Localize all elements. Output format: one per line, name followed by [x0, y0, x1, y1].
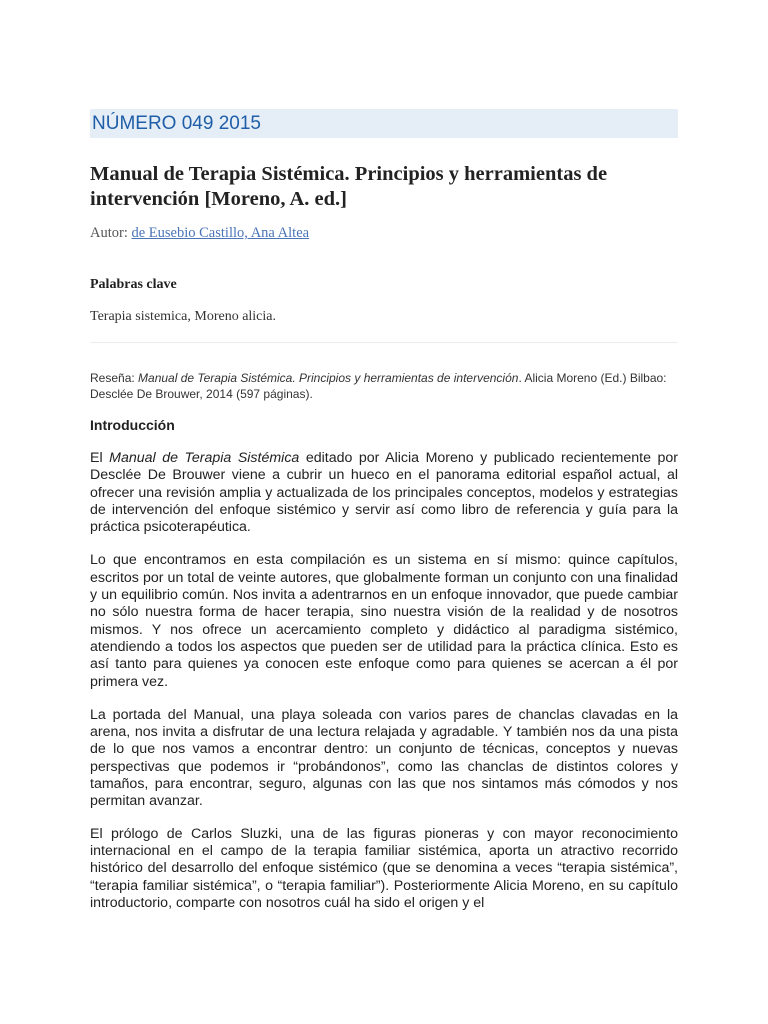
paragraph-1-pre: El — [90, 450, 110, 466]
keywords-heading: Palabras clave — [90, 277, 177, 292]
review-book-title: Manual de Terapia Sistémica. Principios y herramientas de intervención — [138, 371, 519, 385]
author-label: Autor: — [90, 225, 128, 241]
paragraph-1 — [90, 450, 678, 536]
author-line — [90, 224, 678, 242]
review-prefix: Reseña: — [90, 371, 139, 385]
section-divider — [90, 342, 678, 343]
issue-number-label: NÚMERO 049 2015 — [92, 113, 261, 134]
review-reference — [90, 370, 678, 402]
paragraph-4: El prólogo de Carlos Sluzki, una de las figuras pioneras y con mayor reconocimiento internacional en el campo de la terapia familiar sistémica, aporta un atractivo recorrido histórico del desarrollo del enfoque sistémico (que se denomina a veces “terapia sistémica”, “terapia familiar sistémica”, o “terapia familiar”). Posteriormente Alicia Moreno, en su capítulo introductorio, comparte con nosotros cuál ha sido el origen y el — [90, 825, 678, 911]
keywords-text: Terapia sistemica, Moreno alicia. — [90, 309, 276, 324]
paragraph-2: Lo que encontramos en esta compilación es un sistema en sí mismo: quince capítulos, escritos por un total de veinte autores, que globalmente forman un conjunto con una finalidad y un equilibrio común. Nos invita a adentrarnos en un enfoque innovador, que puede cambiar no sólo nuestra forma de hacer terapia, sino nuestra visión de la realidad y de nosotros mismos. Y nos ofrece un acercamiento completo y didáctico al paradigma sistémico, atendiendo a todos los aspectos que pueden ser de utilidad para la práctica clínica. Esto es así tanto para quienes ya conocen este enfoque como para quienes se acercan a él por primera vez. — [90, 552, 678, 690]
paragraph-3: La portada del Manual, una playa soleada con varios pares de chanclas clavadas en la arena, nos invita a disfrutar de una lectura relajada y agradable. Y también nos da una pista de lo que nos vamos a encontrar dentro: un conjunto de técnicas, conceptos y nuevas perspectivas que podemos ir “probándonos”, como las chanclas de distintos colores y tamaños, para encontrar, seguro, algunas con las que nos sintamos más cómodos y nos permitan avanzar. — [90, 706, 678, 810]
author-link[interactable]: de Eusebio Castillo, Ana Altea — [131, 225, 310, 241]
article-title: Manual de Terapia Sistémica. Principios y herramientas de intervención [Moreno, A. ed.] — [90, 163, 608, 210]
review-suffix: . Alicia Moreno (Ed.) Bilbao: Desclée De Brouwer, 2014 (597 páginas). — [90, 371, 667, 401]
issue-number-header — [90, 109, 678, 138]
paragraph-1-book-title: Manual de Terapia Sistémica — [109, 450, 300, 466]
document-page — [90, 0, 678, 912]
intro-heading: Introducción — [90, 417, 175, 433]
paragraph-1-post: editado por Alicia Moreno y publicado recientemente por Desclée De Brouwer viene a cubrir un hueco en el panorama editorial español actual, al ofrecer una revisión amplia y actualizada de los principales conceptos, modelos y estrategias de intervención del enfoque sistémico y servir así como libro de referencia y guía para la práctica psicoterapéutica. — [90, 450, 678, 536]
